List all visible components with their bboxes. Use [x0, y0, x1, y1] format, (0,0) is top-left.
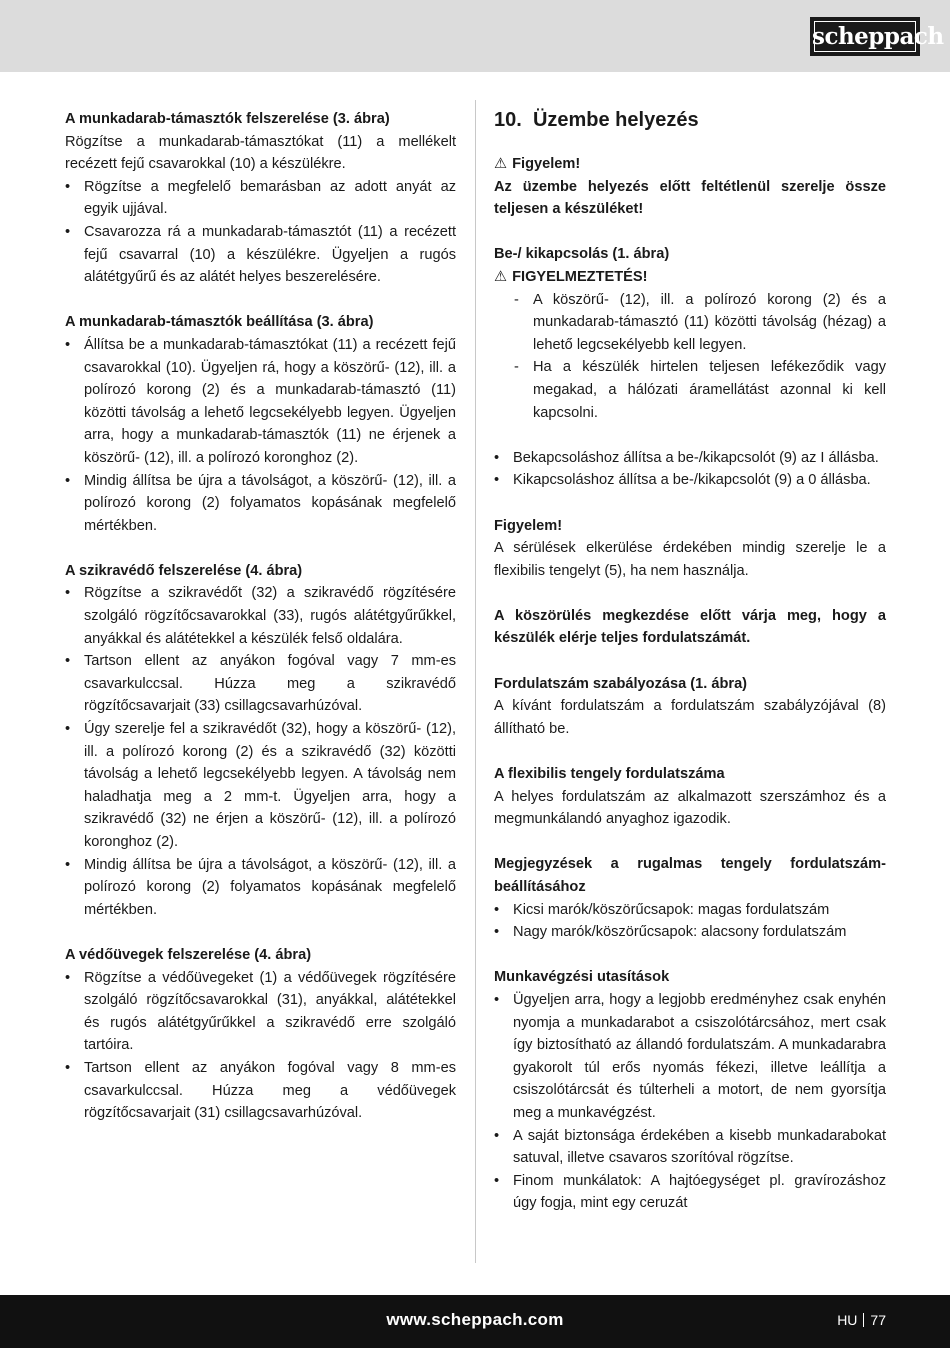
paragraph-speed-control: A kívánt fordulatszám a fordulatszám szabályzójával (8) állítható be.	[494, 698, 886, 737]
warning-triangle-icon: ⚠	[494, 156, 508, 172]
list-spark-guard-mounting	[65, 582, 456, 921]
section-title-text: Üzembe helyezés	[532, 109, 699, 131]
list-item: • Kikapcsoláshoz állítsa a be-/kikapcsolót (9) a 0 állásba.	[494, 469, 886, 492]
heading-speed-notes: Megjegyzések a rugalmas tengely fordulatszám-beállításához	[494, 856, 886, 895]
list-item: • A saját biztonsága érdekében a kisebb munkadarabokat satuval, illetve csavaros szorítóval rögzítse.	[494, 1125, 886, 1170]
list-item: • Mindig állítsa be újra a távolságot, a köszörű- (12), ill. a polírozó korong (2) folyamatos kopásának megfelelő mértékben.	[65, 470, 456, 538]
page-number: 77	[870, 1312, 886, 1328]
scheppach-logo: scheppach	[810, 17, 920, 56]
right-column	[494, 108, 886, 1215]
list-item: - A köszörű- (12), ill. a polírozó korong (2) és a munkadarab-támasztó (11) közötti távolság (hézag) a lehető legcsekélyebb kell legyen.	[514, 289, 886, 357]
warning-triangle-icon: ⚠	[494, 268, 508, 285]
language-code: HU	[837, 1312, 858, 1328]
heading-spark-guard-mounting: A szikravédő felszerelése (4. ábra)	[65, 562, 303, 579]
list-switch-warnings	[514, 289, 886, 425]
list-item: • Tartson ellent az anyákon fogóval vagy 7 mm-es csavarkulccsal. Húzza meg a szikravédő rögzítőcsavarjait (33) csillagcsavarhúzóval.	[65, 650, 456, 718]
heading-flex-shaft-speed: A flexibilis tengely fordulatszáma	[494, 766, 725, 783]
warning-heading	[494, 266, 886, 289]
section-number: 10.	[494, 109, 522, 131]
heading-workpiece-rest-adjustment: A munkadarab-támasztók beállítása (3. ábra)	[65, 314, 374, 331]
paragraph-flex-shaft-speed: A helyes fordulatszám az alkalmazott szerszámhoz és a megmunkálandó anyaghoz igazodik.	[494, 788, 886, 828]
footer-separator	[863, 1313, 864, 1327]
list-workpiece-rest-mounting	[65, 176, 456, 289]
heading-work-instructions: Munkavégzési utasítások	[494, 969, 670, 986]
list-item: • Ügyeljen arra, hogy a legjobb eredményhez csak enyhén nyomja a munkadarabot a csiszolótárcsához, mert csak így biztosítható az állandó fordulatszám. A munkadarabra gyakorolt túl erős nyomás fékezi, illetve leállítja a csiszolótárcsát és túlterheli a motort, de nem gyorsítja meg a munkavégzést.	[494, 989, 886, 1125]
column-divider	[475, 100, 476, 1263]
list-switch-instructions	[494, 447, 886, 492]
list-protective-glass-mounting	[65, 967, 456, 1125]
list-item: • Úgy szerelje fel a szikravédőt (32), hogy a köszörű- (12), ill. a polírozó korong (2) és a szikravédő (32) közötti távolság a lehető legcsekélyebb legyen. A távolság nem haladhatja meg a 2 mm-t. Ügyeljen arra, hogy a szikravédő (32) ne érjen a köszörű- (12), ill. a polírozó koronghoz (2).	[65, 718, 456, 854]
heading-workpiece-rest-mounting: A munkadarab-támasztók felszerelése (3. ábra)	[65, 111, 390, 127]
list-item: • Állítsa be a munkadarab-támasztókat (11) a recézett fejű csavarokkal (10). Ügyeljen rá, hogy a köszörű- (12), ill. a polírozó korong (2) és a munkadarab-támasztó (11) közötti távolság a lehető legcsekélyebb legyen. Ügyeljen arra, hogy a munkadarab-támasztók (11) ne érjenek a köszörű- (12), ill. a polírozó koronghoz (2).	[65, 334, 456, 470]
list-work-instructions	[494, 989, 886, 1215]
bold-note: A köszörülés megkezdése előtt várja meg, hogy a készülék elérje teljes fordulatszámát.	[494, 607, 886, 647]
attention-text: A sérülések elkerülése érdekében mindig szerelje le a flexibilis tengelyt (5), ha nem használja.	[494, 540, 886, 579]
list-item: • Mindig állítsa be újra a távolságot, a köszörű- (12), ill. a polírozó korong (2) folyamatos kopásának megfelelő mértékben.	[65, 854, 456, 922]
paragraph-workpiece-rest-intro: Rögzítse a munkadarab-támasztókat (11) a mellékelt recézett fejű csavarokkal (10) a készülékre.	[65, 133, 456, 173]
heading-speed-control: Fordulatszám szabályozása (1. ábra)	[494, 675, 748, 692]
footer-page-info	[837, 1295, 886, 1345]
list-item: • Kicsi marók/köszörűcsapok: magas fordulatszám	[494, 899, 886, 922]
list-item: • Csavarozza rá a munkadarab-támasztót (11) a recézett fejű csavarral (10) a készülékre. Ügyeljen a rugós alátétgyűrű és az alátét helyes beszerelésére.	[65, 221, 456, 289]
warning-attention	[494, 153, 886, 176]
list-item: • Rögzítse a szikravédőt (32) a szikravédő rögzítésére szolgáló rögzítőcsavarokkal (33), rugós alátétgyűrűkkel, anyákkal és alátétekkel a készülék felső oldalára.	[65, 582, 456, 650]
warning-text: Az üzembe helyezés előtt feltétlenül szerelje össze teljesen a készüléket!	[494, 178, 886, 218]
list-item: • Finom munkálatok: A hajtóegységet pl. gravírozáshoz úgy fogja, mint egy ceruzát	[494, 1170, 886, 1215]
list-item: • Bekapcsoláshoz állítsa a be-/kikapcsolót (9) az I állásba.	[494, 447, 886, 470]
list-item: • Nagy marók/köszörűcsapok: alacsony fordulatszám	[494, 921, 886, 944]
heading-on-off-switch: Be-/ kikapcsolás (1. ábra)	[494, 246, 670, 263]
header-band	[0, 0, 950, 72]
section-title	[494, 108, 886, 132]
list-item: • Tartson ellent az anyákon fogóval vagy 8 mm-es csavarkulccsal. Húzza meg a védőüvegek rögzítőcsavarjait (31) csillagcsavarhúzóval.	[65, 1057, 456, 1125]
heading-protective-glass-mounting: A védőüvegek felszerelése (4. ábra)	[65, 946, 312, 963]
list-item: • Rögzítse a védőüvegeket (1) a védőüvegek rögzítésére szolgáló rögzítőcsavarokkal (31), anyákkal, alátétekkel és rugós alátétgyűrűkkel a szikravédő erre szolgáló tartóira.	[65, 967, 456, 1057]
list-item: - Ha a készülék hirtelen teljesen lefékeződik vagy megakad, a hálózati áramellátást azonnal ki kell kapcsolni.	[514, 356, 886, 424]
list-workpiece-rest-adjustment	[65, 334, 456, 537]
footer-website-link[interactable]: www.scheppach.com	[386, 1310, 564, 1329]
list-item: • Rögzítse a megfelelő bemarásban az adott anyát az egyik ujjával.	[65, 176, 456, 221]
left-column	[65, 108, 456, 1125]
attention-label: Figyelem!	[494, 517, 563, 534]
warning-label: Figyelem!	[512, 156, 581, 172]
warning-label: FIGYELMEZTETÉS!	[512, 268, 648, 285]
list-speed-notes	[494, 899, 886, 944]
